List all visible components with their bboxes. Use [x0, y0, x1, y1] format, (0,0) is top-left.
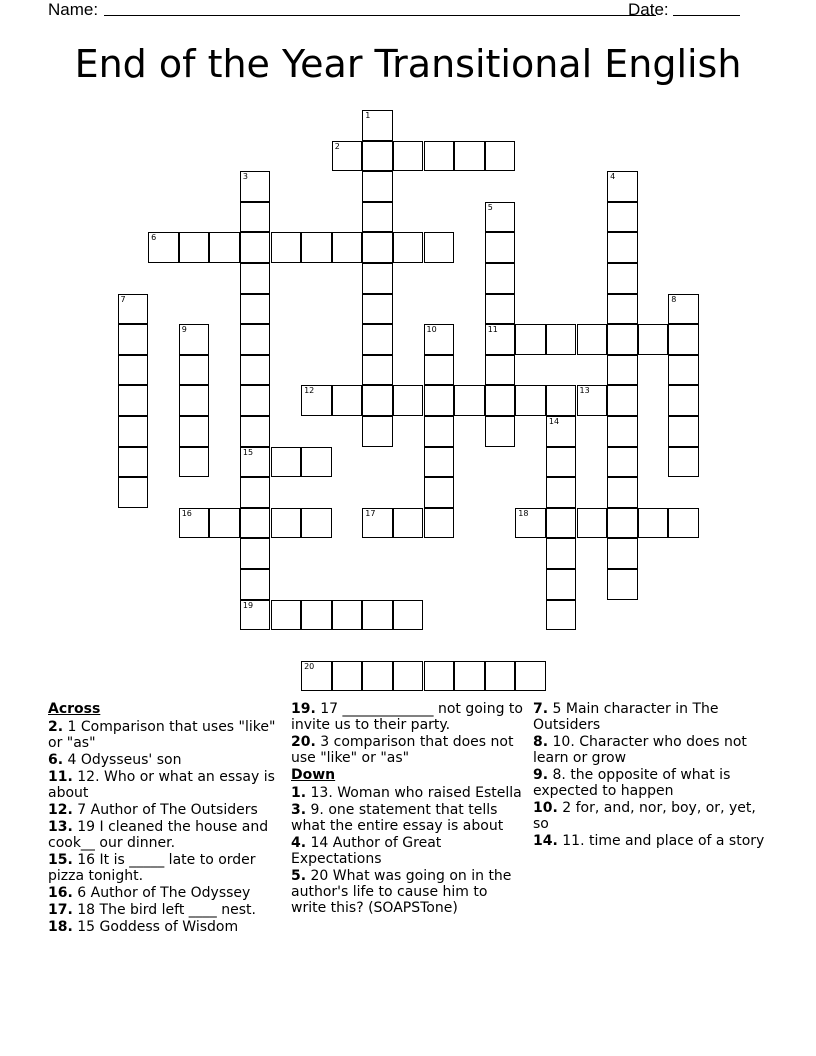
clue-text: 20 What was going on in the author's life to cause him to write this? (SOAPSTone) — [291, 868, 512, 916]
grid-cell[interactable] — [668, 385, 699, 416]
grid-cell[interactable] — [577, 508, 608, 539]
clue-across — [48, 819, 280, 851]
clue-text: 14 Author of Great Expectations — [291, 835, 442, 867]
grid-cell[interactable] — [607, 355, 638, 386]
grid-cell[interactable] — [424, 661, 455, 692]
clue-across — [48, 919, 280, 935]
clue-number: 3 — [242, 172, 248, 182]
clue-down — [533, 701, 765, 733]
grid-cell[interactable] — [271, 447, 302, 478]
grid-cell[interactable] — [577, 324, 608, 355]
clue-number: 5 — [487, 202, 493, 212]
grid-cell[interactable] — [271, 232, 302, 263]
clue-label: 10. — [533, 800, 558, 816]
grid-cell[interactable] — [179, 232, 210, 263]
grid-cell[interactable] — [485, 416, 516, 447]
grid-cell[interactable] — [546, 385, 577, 416]
grid-cell[interactable] — [485, 324, 516, 355]
grid-cell[interactable] — [546, 600, 577, 631]
clue-down — [533, 800, 765, 832]
grid-cell[interactable] — [209, 508, 240, 539]
grid-cell[interactable] — [362, 355, 393, 386]
clues-column-2 — [291, 701, 527, 917]
grid-cell[interactable] — [607, 294, 638, 325]
clue-text: 8. the opposite of what is expected to happen — [533, 767, 731, 799]
grid-cell[interactable] — [607, 508, 638, 539]
grid-cell[interactable] — [301, 661, 332, 692]
clue-down — [291, 802, 527, 834]
clue-down — [291, 868, 527, 916]
grid-cell[interactable] — [240, 538, 271, 569]
grid-cell[interactable] — [424, 232, 455, 263]
grid-cell[interactable] — [179, 416, 210, 447]
grid-cell[interactable] — [546, 416, 577, 447]
grid-cell[interactable] — [424, 477, 455, 508]
grid-cell[interactable] — [362, 263, 393, 294]
grid-cell[interactable] — [424, 508, 455, 539]
clue-label: 12. — [48, 802, 73, 818]
grid-cell[interactable] — [424, 324, 455, 355]
grid-cell[interactable] — [454, 661, 485, 692]
grid-cell[interactable] — [179, 355, 210, 386]
grid-cell[interactable] — [179, 508, 210, 539]
clue-number: 18 — [518, 508, 529, 518]
clues-column-3 — [533, 701, 765, 850]
grid-cell[interactable] — [301, 232, 332, 263]
clue-text: 12. Who or what an essay is about — [48, 769, 275, 801]
clue-label: 11. — [48, 769, 73, 785]
grid-cell[interactable] — [301, 600, 332, 631]
clue-text: 15 Goddess of Wisdom — [72, 919, 239, 935]
clue-number: 4 — [610, 172, 616, 182]
clue-across — [291, 734, 527, 766]
clue-number: 14 — [548, 417, 560, 426]
grid-cell[interactable] — [668, 508, 699, 539]
grid-cell[interactable] — [332, 600, 363, 631]
grid-cell[interactable] — [515, 661, 546, 692]
grid-cell[interactable] — [240, 477, 271, 508]
grid-cell[interactable] — [546, 569, 577, 600]
clue-label: 20. — [291, 734, 316, 750]
grid-cell[interactable] — [240, 447, 271, 478]
clue-label: 5. — [291, 868, 307, 884]
clue-number: 1 — [365, 111, 371, 120]
grid-cell[interactable] — [362, 171, 393, 202]
clue-text: 4 Odysseus' son — [63, 752, 182, 768]
grid-cell[interactable] — [393, 661, 424, 692]
grid-cell[interactable] — [179, 324, 210, 355]
grid-cell[interactable] — [485, 232, 516, 263]
grid-cell[interactable] — [577, 385, 608, 416]
clue-down — [533, 833, 765, 849]
grid-cell[interactable] — [332, 232, 363, 263]
clue-label: 13. — [48, 819, 73, 835]
grid-cell[interactable] — [240, 171, 271, 202]
grid-cell[interactable] — [240, 416, 271, 447]
grid-cell[interactable] — [607, 569, 638, 600]
clue-label: 19. — [291, 701, 316, 717]
grid-cell[interactable] — [424, 141, 455, 172]
grid-cell[interactable] — [332, 385, 363, 416]
clue-number: 20 — [304, 661, 315, 671]
grid-cell[interactable] — [607, 447, 638, 478]
grid-cell[interactable] — [362, 385, 393, 416]
grid-cell[interactable] — [362, 202, 393, 233]
grid-cell[interactable] — [607, 416, 638, 447]
clue-label: 2. — [48, 719, 64, 735]
grid-cell[interactable] — [240, 569, 271, 600]
grid-cell[interactable] — [240, 232, 271, 263]
grid-cell[interactable] — [118, 324, 149, 355]
clue-number: 17 — [365, 508, 376, 518]
grid-cell[interactable] — [332, 141, 363, 172]
grid-cell[interactable] — [424, 447, 455, 478]
grid-cell[interactable] — [515, 508, 546, 539]
clue-across — [48, 852, 280, 884]
grid-cell[interactable] — [668, 324, 699, 355]
clue-text: 7 Author of The Outsiders — [72, 802, 258, 818]
grid-cell[interactable] — [607, 477, 638, 508]
grid-cell[interactable] — [240, 324, 271, 355]
grid-cell[interactable] — [393, 232, 424, 263]
grid-cell[interactable] — [607, 202, 638, 233]
grid-cell[interactable] — [118, 294, 149, 325]
grid-cell[interactable] — [607, 385, 638, 416]
grid-cell[interactable] — [546, 538, 577, 569]
page-title: End of the Year Transitional English — [74, 42, 742, 86]
grid-cell[interactable] — [240, 600, 271, 631]
grid-cell[interactable] — [515, 324, 546, 355]
grid-cell[interactable] — [485, 355, 516, 386]
clue-text: 1 Comparison that uses "like" or "as" — [48, 719, 276, 751]
grid-cell[interactable] — [209, 232, 240, 263]
grid-cell[interactable] — [179, 447, 210, 478]
grid-cell[interactable] — [240, 385, 271, 416]
clue-number: 10 — [426, 325, 437, 335]
grid-cell[interactable] — [424, 385, 455, 416]
grid-cell[interactable] — [362, 324, 393, 355]
grid-cell[interactable] — [301, 447, 332, 478]
grid-cell[interactable] — [271, 600, 302, 631]
grid-cell[interactable] — [301, 508, 332, 539]
grid-cell[interactable] — [668, 294, 699, 325]
grid-cell[interactable] — [424, 416, 455, 447]
grid-cell[interactable] — [118, 477, 149, 508]
clue-text: 11. time and place of a story — [557, 833, 765, 849]
grid-cell[interactable] — [240, 294, 271, 325]
clue-text: 18 The bird left ____ nest. — [72, 902, 256, 918]
grid-cell[interactable] — [668, 355, 699, 386]
clue-number: 12 — [304, 386, 315, 396]
clue-label: 8. — [533, 734, 549, 750]
grid-cell[interactable] — [638, 324, 669, 355]
grid-cell[interactable] — [240, 508, 271, 539]
clue-label: 1. — [291, 785, 307, 801]
clue-number: 15 — [242, 447, 254, 457]
grid-cell[interactable] — [485, 202, 516, 233]
grid-cell[interactable] — [393, 385, 424, 416]
clue-number: 9 — [181, 325, 187, 335]
clue-number: 13 — [579, 386, 590, 396]
grid-cell[interactable] — [393, 508, 424, 539]
clue-number: 7 — [120, 294, 126, 304]
clue-label: 18. — [48, 919, 73, 935]
grid-cell[interactable] — [362, 600, 393, 631]
grid-cell[interactable] — [362, 232, 393, 263]
grid-cell[interactable] — [454, 141, 485, 172]
clue-label: 6. — [48, 752, 64, 768]
clue-across — [291, 701, 527, 733]
grid-cell[interactable] — [424, 355, 455, 386]
grid-cell[interactable] — [638, 508, 669, 539]
grid-cell[interactable] — [515, 385, 546, 416]
grid-cell[interactable] — [118, 447, 149, 478]
grid-cell[interactable] — [240, 355, 271, 386]
clue-text: 10. Character who does not learn or grow — [533, 734, 747, 766]
clue-label: 17. — [48, 902, 73, 918]
grid-cell[interactable] — [607, 171, 638, 202]
date-label: Date: — [628, 0, 669, 19]
clue-text: 17 _____________ not going to invite us to their party. — [291, 701, 523, 733]
grid-cell[interactable] — [668, 416, 699, 447]
clue-heading: Across — [48, 701, 101, 717]
clue-text: 3 comparison that does not use "like" or "as" — [291, 734, 514, 766]
grid-cell[interactable] — [607, 538, 638, 569]
grid-cell[interactable] — [485, 263, 516, 294]
clue-text: 6 Author of The Odyssey — [72, 885, 251, 901]
grid-cell[interactable] — [362, 294, 393, 325]
clue-down — [291, 785, 527, 801]
clue-label: 4. — [291, 835, 307, 851]
clues-column-1 — [48, 701, 280, 936]
clue-heading: Down — [291, 767, 336, 783]
clue-down — [533, 767, 765, 799]
clue-across — [48, 885, 280, 901]
grid-cell[interactable] — [546, 324, 577, 355]
name-label: Name: — [48, 0, 99, 19]
clue-down — [533, 734, 765, 766]
grid-cell[interactable] — [179, 385, 210, 416]
grid-cell[interactable] — [607, 324, 638, 355]
clue-label: 15. — [48, 852, 73, 868]
clue-number: 11 — [487, 325, 498, 335]
clue-text: 19 I cleaned the house and cook__ our dinner. — [48, 819, 269, 851]
grid-cell[interactable] — [362, 141, 393, 172]
grid-cell[interactable] — [362, 416, 393, 447]
grid-cell[interactable] — [393, 600, 424, 631]
grid-cell[interactable] — [546, 477, 577, 508]
clue-number: 2 — [334, 141, 340, 151]
clue-number: 19 — [242, 600, 254, 610]
clue-number: 8 — [671, 294, 677, 304]
clue-text: 9. one statement that tells what the entire essay is about — [291, 802, 504, 834]
grid-cell[interactable] — [485, 385, 516, 416]
clue-number: 16 — [181, 508, 192, 518]
grid-cell[interactable] — [362, 110, 393, 141]
grid-cell[interactable] — [454, 385, 485, 416]
grid-cell[interactable] — [271, 508, 302, 539]
grid-cell[interactable] — [393, 141, 424, 172]
clue-label: 9. — [533, 767, 549, 783]
grid-cell[interactable] — [240, 202, 271, 233]
grid-cell[interactable] — [607, 263, 638, 294]
grid-cell[interactable] — [668, 447, 699, 478]
grid-cell[interactable] — [485, 294, 516, 325]
clue-label: 7. — [533, 701, 549, 717]
clue-across — [48, 769, 280, 801]
grid-cell[interactable] — [240, 263, 271, 294]
grid-cell[interactable] — [332, 661, 363, 692]
clue-down — [291, 835, 527, 867]
grid-cell[interactable] — [362, 508, 393, 539]
grid-cell[interactable] — [546, 447, 577, 478]
clue-text: 5 Main character in The Outsiders — [533, 701, 719, 733]
clue-label: 14. — [533, 833, 558, 849]
clue-label: 3. — [291, 802, 307, 818]
clue-across — [48, 902, 280, 918]
grid-cell[interactable] — [118, 355, 149, 386]
clue-label: 16. — [48, 885, 73, 901]
grid-cell[interactable] — [118, 416, 149, 447]
grid-cell[interactable] — [485, 141, 516, 172]
clue-across — [48, 802, 280, 818]
clue-text: 16 It is _____ late to order pizza tonight. — [48, 852, 256, 884]
grid-cell[interactable] — [607, 232, 638, 263]
grid-cell[interactable] — [485, 661, 516, 692]
grid-cell[interactable] — [118, 385, 149, 416]
grid-cell[interactable] — [301, 385, 332, 416]
clue-text: 2 for, and, nor, boy, or, yet, so — [533, 800, 756, 832]
grid-cell[interactable] — [148, 232, 179, 263]
clue-across — [48, 752, 280, 768]
grid-cell[interactable] — [362, 661, 393, 692]
clue-across — [48, 719, 280, 751]
grid-cell[interactable] — [546, 508, 577, 539]
clue-number: 6 — [151, 233, 157, 243]
clue-text: 13. Woman who raised Estella — [306, 785, 522, 801]
